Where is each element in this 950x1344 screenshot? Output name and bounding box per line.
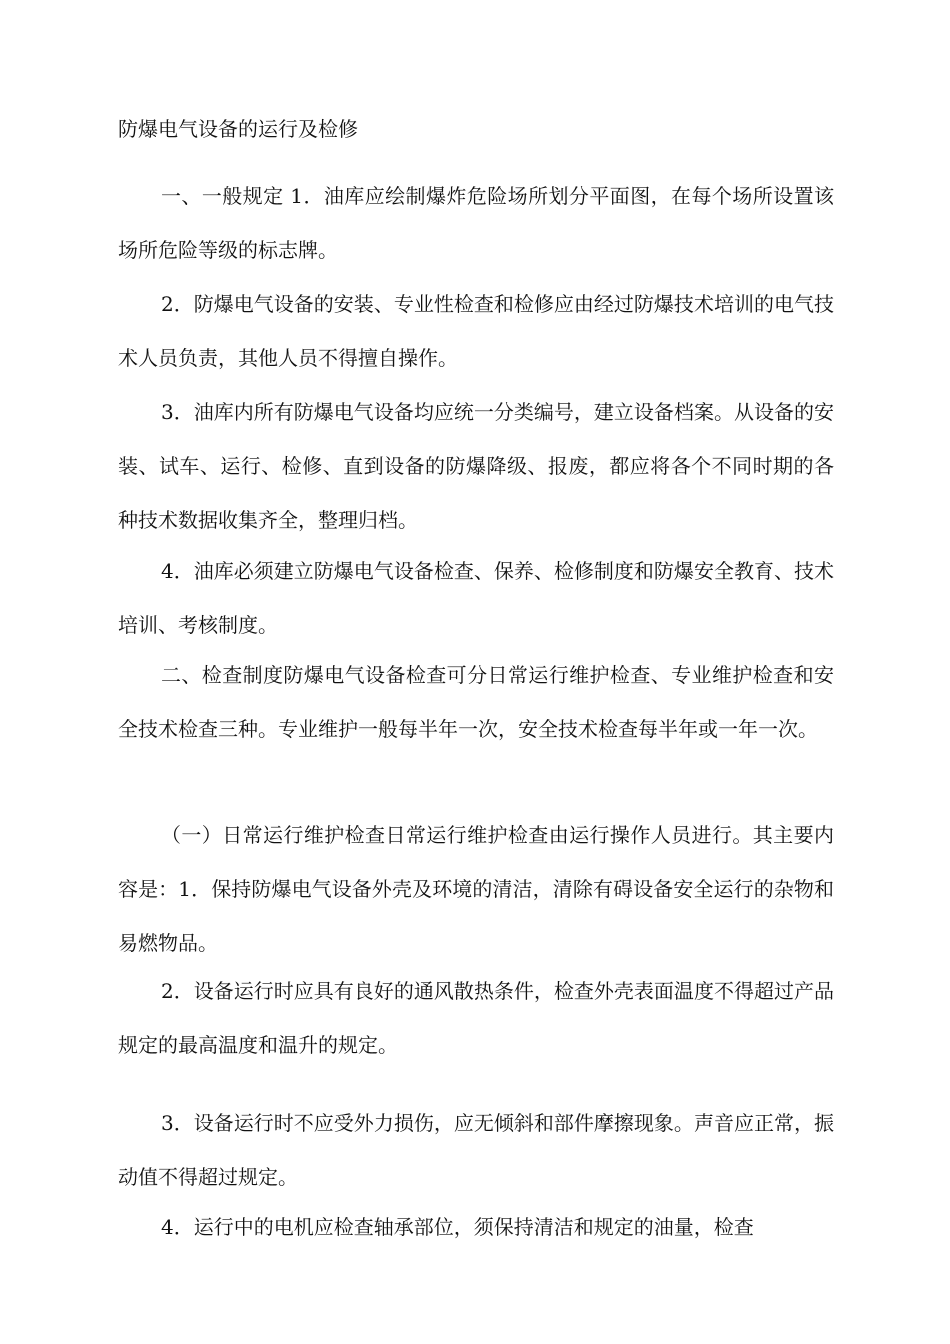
paragraph-general-rule-3: 3．油库内所有防爆电气设备均应统一分类编号，建立设备档案。从设备的安装、试车、运行、检修、直到设备的防爆降级、报废，都应将各个不同时期的各种技术数据收集齐全，整理归档。: [118, 400, 834, 532]
paragraph-general-rule-4: 4．油库必须建立防爆电气设备检查、保养、检修制度和防爆安全教育、技术培训、考核制度。: [118, 559, 834, 637]
paragraph-daily-inspection-3: 3．设备运行时不应受外力损伤，应无倾斜和部件摩擦现象。声音应正常，振动值不得超过规定。: [118, 1111, 834, 1189]
paragraph-general-rule-1: 一、一般规定 1．油库应绘制爆炸危险场所划分平面图，在每个场所设置该场所危险等级的标志牌。: [118, 184, 834, 262]
paragraph-inspection-system: 二、检查制度防爆电气设备检查可分日常运行维护检查、专业维护检查和安全技术检查三种。专业维护一般每半年一次，安全技术检查每半年或一年一次。: [118, 663, 834, 741]
paragraph-daily-inspection: （一）日常运行维护检查日常运行维护检查由运行操作人员进行。其主要内容是：1．保持防爆电气设备外壳及环境的清洁，清除有碍设备安全运行的杂物和易燃物品。: [118, 823, 834, 955]
paragraph-daily-inspection-4: 4．运行中的电机应检查轴承部位，须保持清洁和规定的油量，检查: [161, 1215, 754, 1239]
paragraph-general-rule-2: 2．防爆电气设备的安装、专业性检查和检修应由经过防爆技术培训的电气技术人员负责，其他人员不得擅自操作。: [118, 292, 834, 370]
paragraph-daily-inspection-2: 2．设备运行时应具有良好的通风散热条件，检查外壳表面温度不得超过产品规定的最高温度和温升的规定。: [118, 979, 834, 1057]
document-title: 防爆电气设备的运行及检修: [118, 117, 358, 141]
